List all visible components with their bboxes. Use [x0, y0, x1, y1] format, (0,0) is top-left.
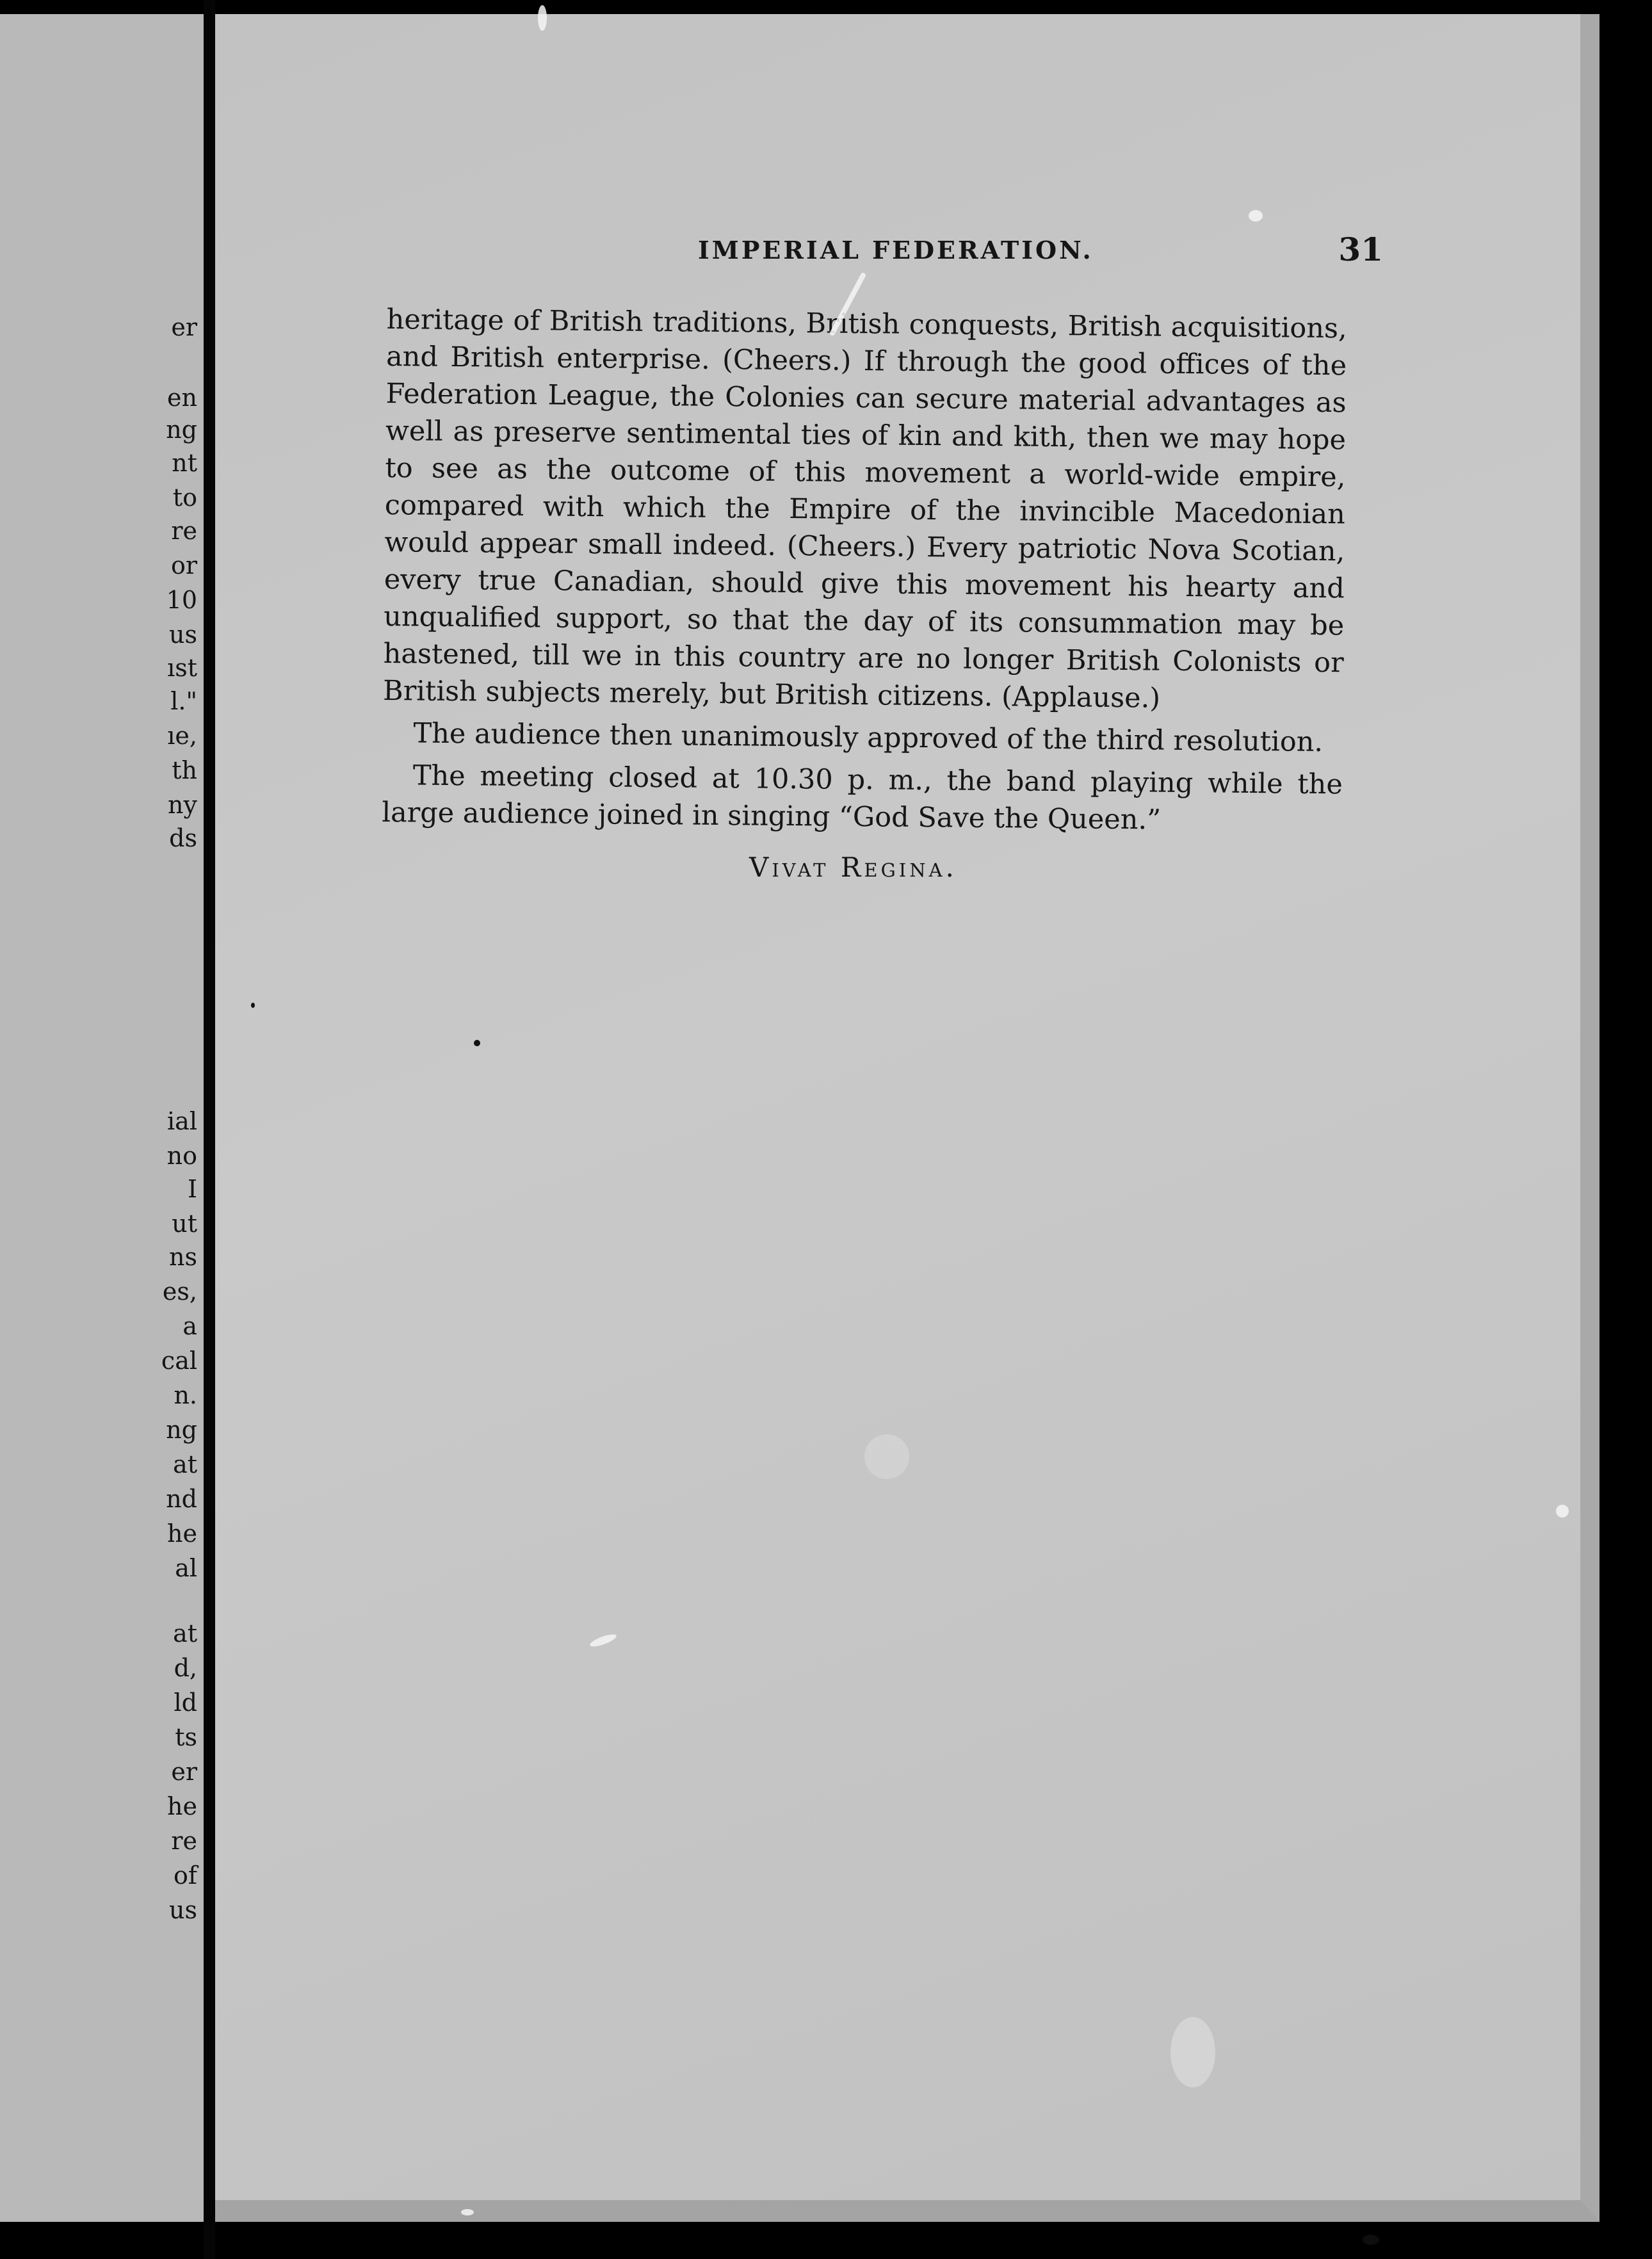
left-page-text: of	[174, 1861, 197, 1890]
left-page-text: ds	[169, 824, 197, 852]
scan-dot	[251, 1003, 255, 1008]
left-page-text: al	[175, 1554, 197, 1582]
left-page-text: ıst	[167, 654, 197, 682]
paragraph: heritage of British traditions, British conquests, British acquisitions, and British enterprise. (Cheers.) If through the good offices of the Federation League, the Colonies can secure material advantages as well as preserve sentimental ties of kin and kith, then we may hope to see as the outcome of this movement a world-wide empire, compared with which the Empire of the invincible Macedonian would appear small indeed. (Cheers.) Every patriotic Nova Scotian, every true Canadian, should give this movement his hearty and unqualified support, so that the day of its consummation may be hastened, till we in this country are no longer British Colonists or British subjects merely, but British citizens. (Applause.)	[382, 303, 1347, 715]
scan-glare	[864, 1434, 909, 1479]
left-page-text: he	[167, 1519, 197, 1548]
left-page-text: ny	[168, 791, 197, 819]
left-page-text: ıe,	[167, 722, 197, 750]
left-page-text: ng	[166, 416, 197, 444]
left-page-text: er	[171, 313, 197, 341]
left-page-text: us	[169, 1896, 197, 1924]
page-gutter	[204, 0, 215, 2259]
left-page-text: 10	[166, 586, 197, 614]
left-page-text: es,	[162, 1277, 197, 1306]
left-page-text: l."	[170, 687, 197, 715]
left-page-text: no	[166, 1142, 197, 1170]
left-page-text: er	[171, 1758, 197, 1786]
left-page-text: he	[167, 1792, 197, 1820]
scan-speck	[538, 5, 547, 31]
body-text	[382, 301, 1347, 845]
left-page-text: n.	[174, 1381, 197, 1409]
left-page-text: en	[167, 384, 197, 412]
left-page-text: or	[170, 551, 197, 579]
adjacent-page-fragment	[0, 14, 204, 2222]
scan-glare	[1170, 2017, 1215, 2087]
left-page-text: ts	[175, 1723, 197, 1751]
left-page-text: ld	[174, 1688, 197, 1717]
left-page-text: I	[187, 1175, 197, 1203]
left-page-text: d,	[174, 1654, 197, 1682]
scan-speck	[1556, 1505, 1569, 1518]
left-page-text: at	[173, 1619, 197, 1648]
scan-dot	[1363, 2235, 1379, 2245]
left-page-text: ns	[169, 1243, 197, 1271]
left-page-text: re	[171, 517, 197, 545]
left-page-text: us	[169, 620, 197, 649]
scan-speck	[461, 2209, 474, 2215]
page-number: 31	[1338, 231, 1383, 268]
left-page-text: ng	[166, 1416, 197, 1444]
left-page-text: at	[173, 1450, 197, 1478]
left-page-text: to	[172, 483, 197, 512]
left-page-text: ut	[172, 1210, 197, 1238]
left-page-text: cal	[161, 1347, 197, 1375]
left-page-text: re	[171, 1827, 197, 1855]
left-page-text: th	[172, 756, 197, 784]
scan-dot	[474, 1040, 480, 1046]
left-page-text: a	[182, 1312, 197, 1340]
running-header	[480, 231, 1383, 269]
scan-speck	[1249, 210, 1263, 222]
paragraph: The meeting closed at 10.30 p. m., the band playing while the large audience joined in singing “God Save the Queen.”	[382, 759, 1343, 836]
closing-line: Vivat Regina.	[749, 852, 957, 883]
left-page-text: nd	[166, 1485, 197, 1513]
left-page-text: ial	[167, 1107, 197, 1135]
left-page-text: nt	[172, 449, 197, 477]
paragraph: The audience then unanimously approved of the third resolution.	[413, 717, 1324, 759]
running-title: IMPERIAL FEDERATION.	[698, 236, 1094, 264]
